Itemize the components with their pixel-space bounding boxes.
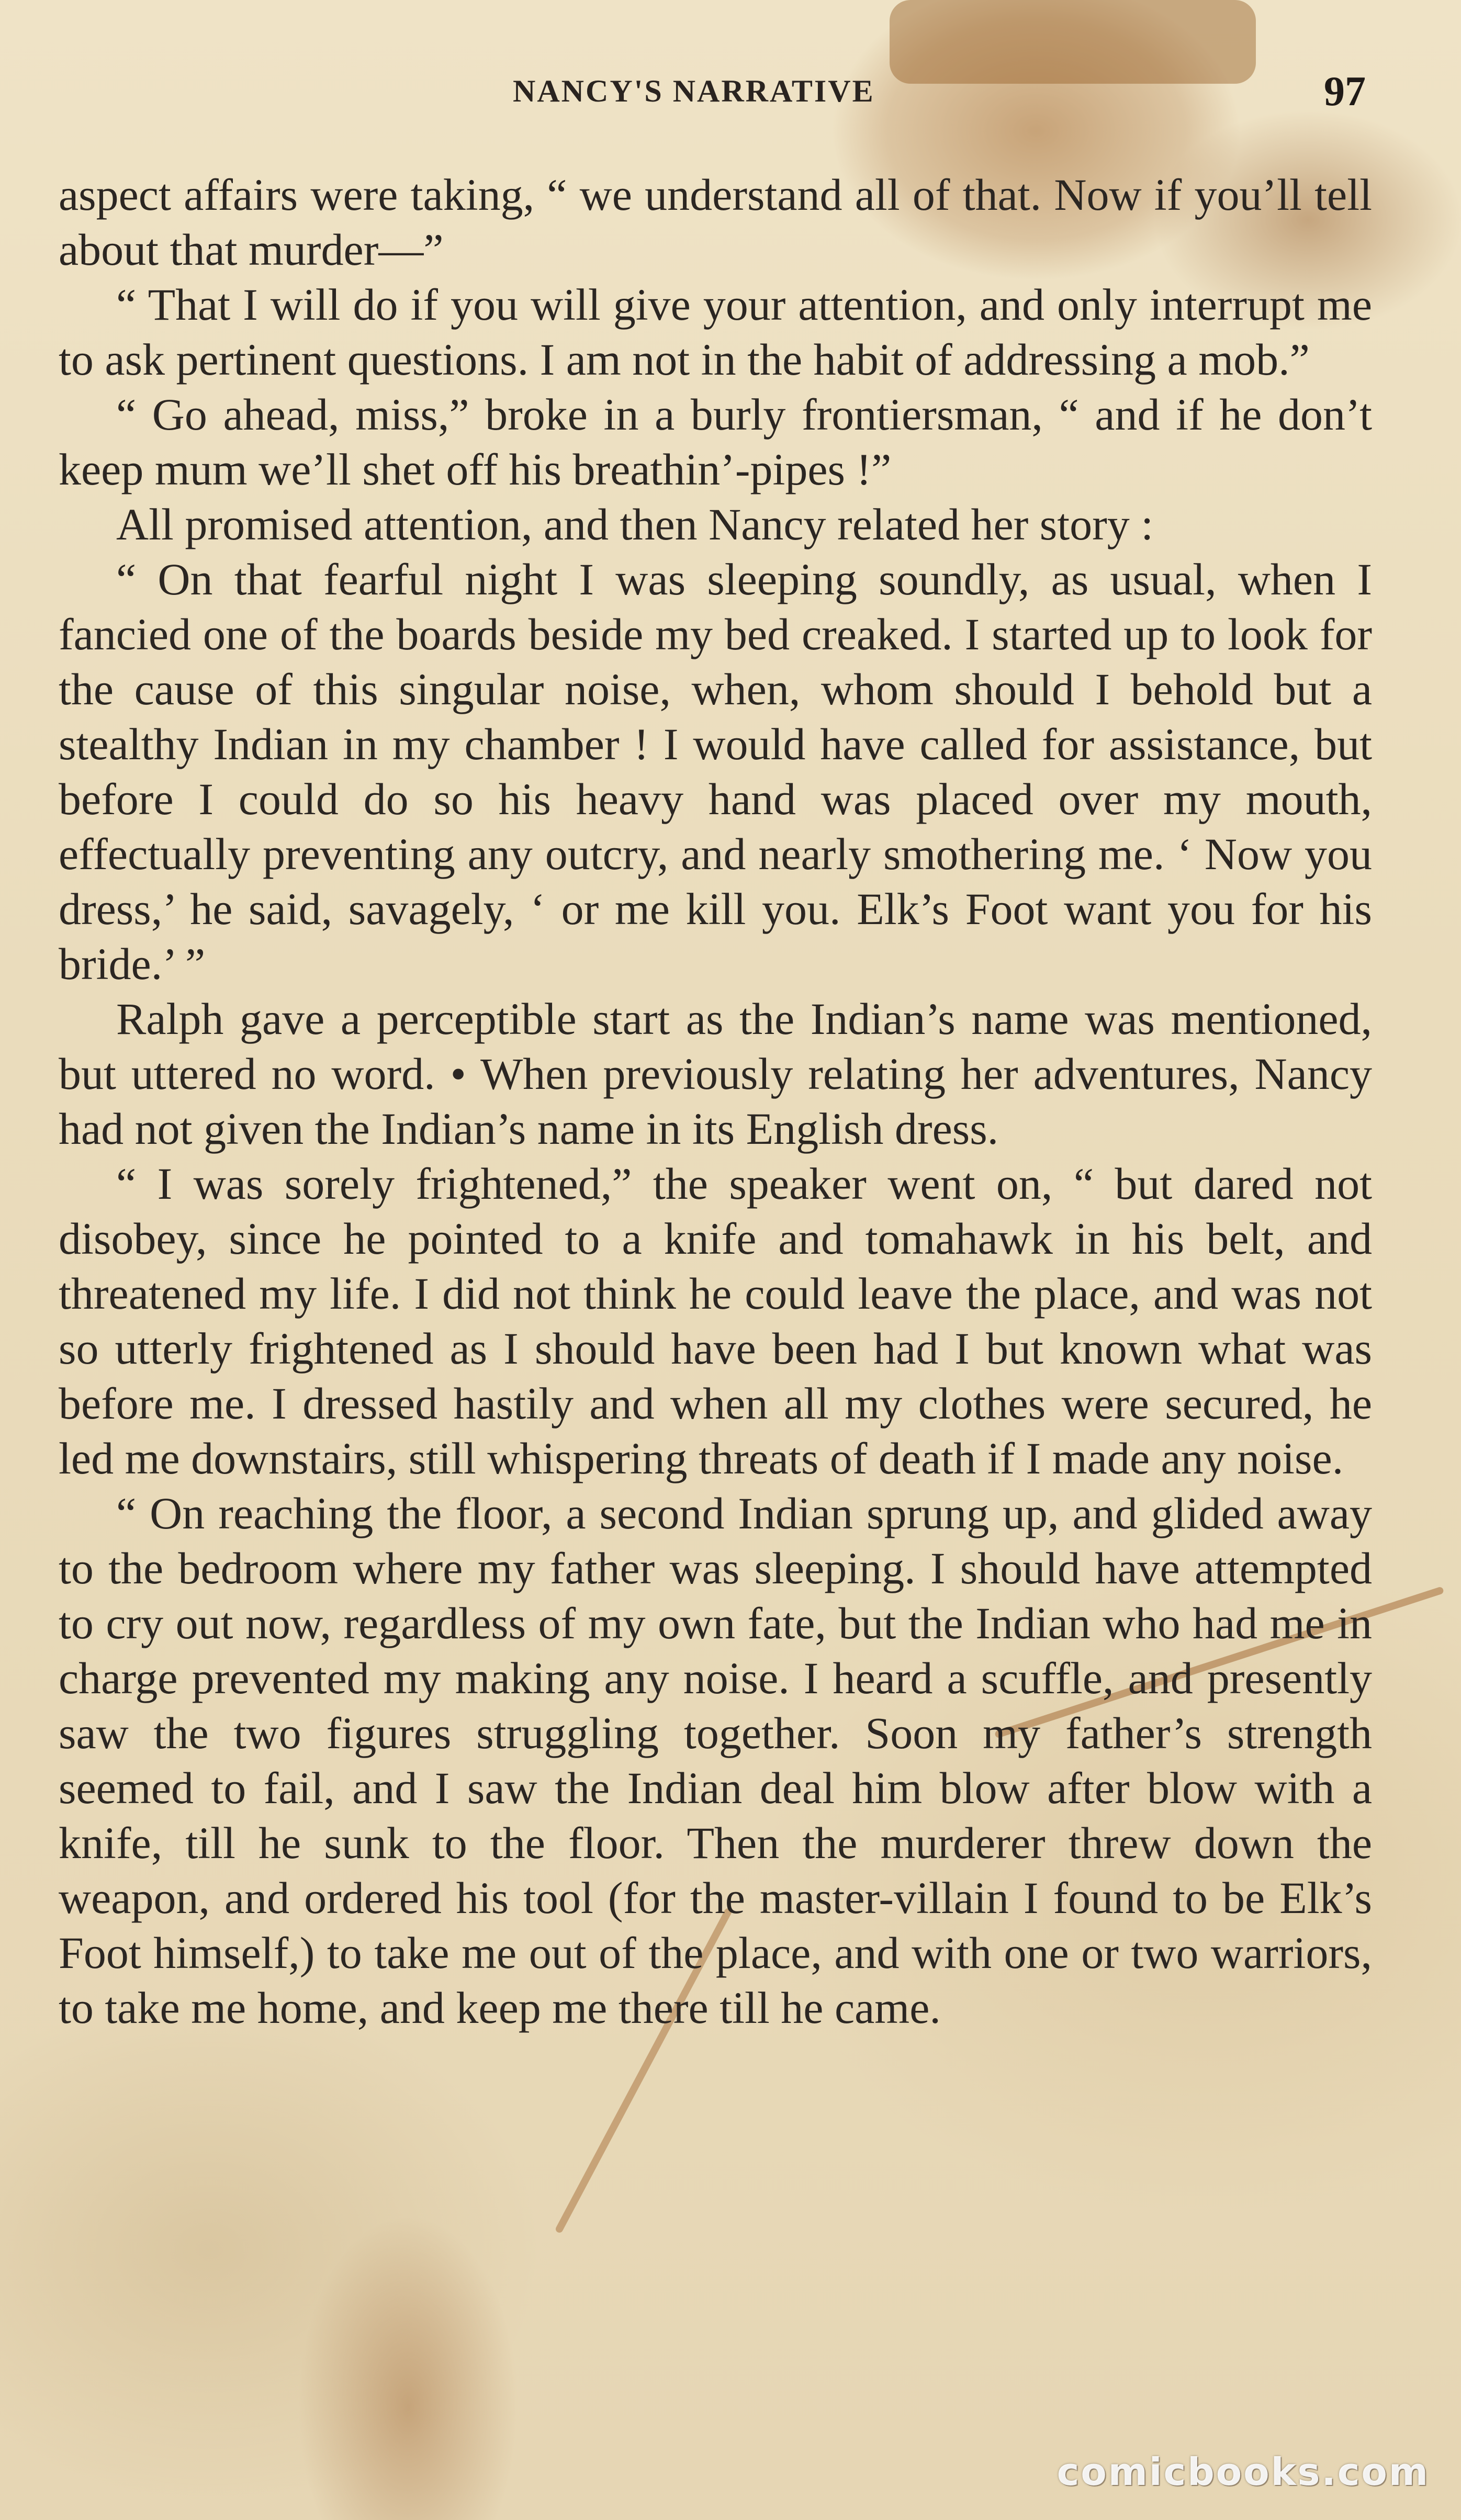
running-title: NANCY'S NARRATIVE: [513, 74, 875, 108]
paragraph: aspect affairs were taking, “ we understand all of that. Now if you’ll tell about that murder—”: [59, 170, 1372, 275]
paragraph: All promised attention, and then Nancy related her story :: [116, 499, 1154, 549]
paragraph: “ On reaching the floor, a second Indian sprung up, and glided away to the bedroom where my father was sleeping. I should have attempted to cry out now, regardless of my own fate, but the Indian who had me in charge prevented my making any noise. I heard a scuffle, and presently saw the two figures struggling together. Soon my father’s strength seemed to fail, and I saw the Indian deal him blow after blow with a knife, till he sunk to the floor. Then the murderer threw down the weapon, and ordered his tool (for the master-villain I found to be Elk’s Foot himself,) to take me out of the place, and with one or two warriors, to take me home, and keep me there till he came.: [59, 1488, 1372, 2033]
site-watermark: comicbooks.com: [1057, 2450, 1430, 2494]
paragraph: “ I was sorely frightened,” the speaker went on, “ but dared not disobey, since he pointed to a knife and tomahawk in his belt, and threatened my life. I did not think he could leave the place, and was not so utterly frightened as I should have been had I but known what was before me. I dressed hastily and when all my clothes were secured, he led me downstairs, still whispering threats of death if I made any noise.: [59, 1158, 1372, 1483]
page-number: 97: [1324, 69, 1366, 115]
body-text: [59, 167, 1372, 2035]
paragraph: “ On that fearful night I was sleeping soundly, as usual, when I fancied one of the boards beside my bed creaked. I started up to look for the cause of this singular noise, when, whom should I behold but a stealthy Indian in my chamber ! I would have called for assistance, but before I could do so his heavy hand was placed over my mouth, effectually preventing any outcry, and nearly smothering me. ‘ Now you dress,’ he said, savagely, ‘ or me kill you. Elk’s Foot want you for his bride.’ ”: [59, 554, 1372, 989]
page-header: [58, 68, 1366, 120]
paragraph: “ Go ahead, miss,” broke in a burly frontiersman, “ and if he don’t keep mum we’ll shet off his breathin’-pipes !”: [59, 389, 1372, 494]
paragraph: “ That I will do if you will give your attention, and only interrupt me to ask pertinent questions. I am not in the habit of addressing a mob.”: [59, 279, 1372, 385]
paragraph: Ralph gave a perceptible start as the Indian’s name was mentioned, but uttered no word. • When previously relating her adventures, Nancy had not given the Indian’s name in its English dress.: [59, 994, 1372, 1154]
